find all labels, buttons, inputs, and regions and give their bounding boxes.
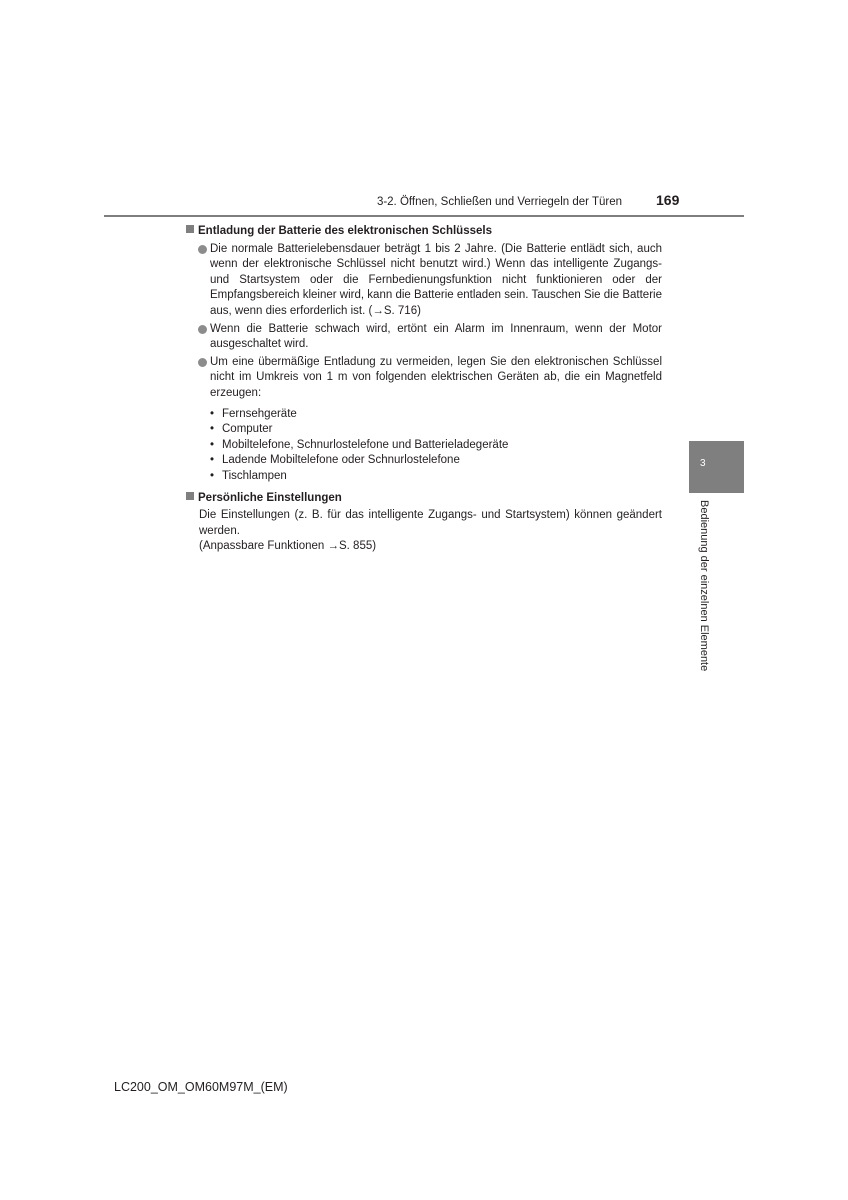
bullet-icon: • [210,423,215,436]
device-list-item [186,469,662,485]
page-content [186,224,662,555]
section-personal-settings [186,491,662,555]
list-item [186,322,662,353]
header-section-title: 3-2. Öffnen, Schließen und Verriegeln der Türen [376,196,622,208]
section-heading-settings [186,491,662,507]
chapter-title: Bedienung der einzelnen Elemente [698,500,710,672]
chapter-tab [689,441,744,493]
list-item-text: Die normale Batterielebensdauer beträgt 1 bis 2 Jahre. (Die Batterie entlädt sich, auch wenn der elektronische Schlüssel nicht benutzt wird.) Wenn das intelligente Zugangs- und Startsystem oder die Fernbedienungsfunktion nicht funktionieren oder der Empfangsbereich kleiner wird, kann die Batterie entladen sein. Tauschen Sie die Batterie aus, wenn dies erforderlich ist. (→S. 716) [210,242,662,317]
square-bullet-icon [186,492,194,500]
device-name: Ladende Mobiltelefone oder Schnurlostelefone [222,454,460,467]
bullet-icon: • [210,407,215,420]
bullet-icon: • [210,469,215,482]
footer-doc-code: LC200_OM_OM60M97M_(EM) [114,1080,288,1094]
settings-text: Die Einstellungen (z. B. für das intelligente Zugangs- und Startsystem) können geändert werden. [199,509,662,537]
section-heading-battery [186,224,662,240]
list-item [186,355,662,402]
device-list [186,407,662,485]
section-heading-text: Persönliche Einstellungen [198,491,342,504]
device-name: Fernsehgeräte [222,407,297,420]
list-item [186,242,662,320]
settings-paragraph [186,508,662,555]
square-bullet-icon [186,225,194,233]
device-list-item [186,422,662,438]
list-item-text: Um eine übermäßige Entladung zu vermeiden, legen Sie den elektronischen Schlüssel nicht im Umkreis von 1 m von folgenden elektrischen Geräten ab, die ein Magnetfeld erzeugen: [210,355,662,399]
settings-reference: (Anpassbare Funktionen →S. 855) [199,540,377,553]
list-item-text: Wenn die Batterie schwach wird, ertönt ein Alarm im Innenraum, wenn der Motor ausgeschaltet wird. [210,322,662,351]
chapter-number: 3 [700,458,706,469]
page-number: 169 [656,192,680,208]
circle-bullet-icon [198,325,207,334]
circle-bullet-icon [198,358,207,367]
section-heading-text: Entladung der Batterie des elektronischen Schlüssels [198,225,492,237]
device-name: Mobiltelefone, Schnurlostelefone und Batterieladegeräte [222,438,509,451]
header-divider [104,215,744,217]
device-name: Tischlampen [222,469,287,482]
bullet-icon: • [210,438,215,451]
circle-bullet-icon [198,245,207,254]
device-name: Computer [222,423,273,436]
bullet-icon: • [210,454,215,467]
device-list-item [186,438,662,454]
device-list-item [186,407,662,423]
device-list-item [186,453,662,469]
